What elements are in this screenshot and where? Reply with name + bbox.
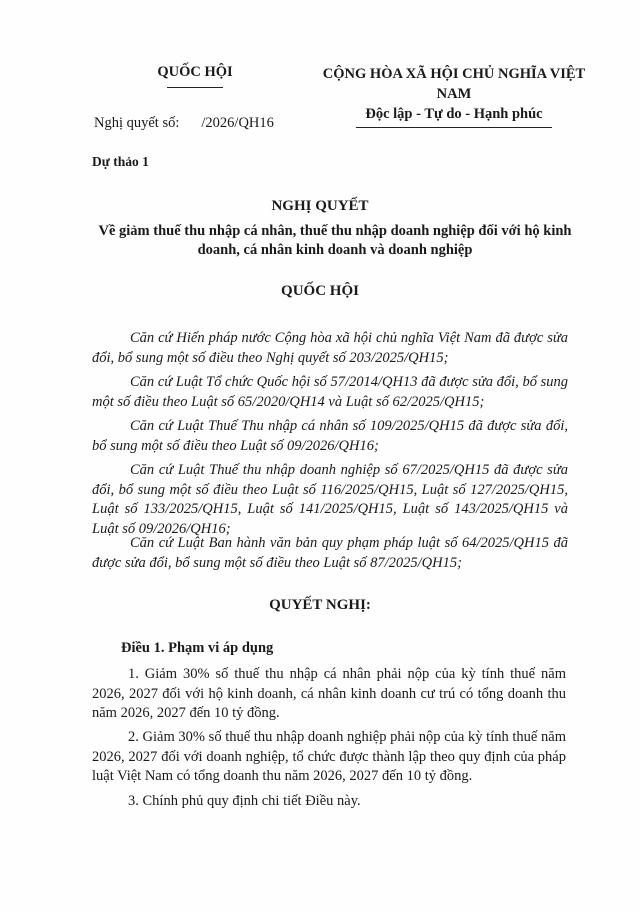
legal-basis-text: Căn cứ Luật Tổ chức Quốc hội số 57/2014/QH13 đã được sửa đổi, bổ sung một số điều theo Luật số 65/2020/QH14 và Luật số 62/2025/QH15;	[92, 374, 568, 410]
article-heading: Điều 1. Phạm vi áp dụng	[121, 640, 274, 656]
national-header	[304, 64, 604, 128]
decision-heading: QUYẾT NGHỊ:	[269, 597, 371, 613]
article-clause	[92, 792, 566, 812]
legal-basis	[92, 373, 568, 412]
issuer-name: QUỐC HỘI	[157, 64, 233, 80]
article-clause	[92, 665, 566, 724]
national-motto: Độc lập - Tự do - Hạnh phúc	[365, 106, 543, 122]
issuing-body: QUỐC HỘI	[281, 283, 359, 299]
clause-text: 2. Giảm 30% số thuế thu nhập doanh nghiệp phải nộp của kỳ tính thuế năm 2026, 2027 đối với doanh nghiệp, tổ chức được thành lập theo quy định của pháp luật Việt Nam có tổng doanh thu năm 2026, 2027 đến 10 tỷ đồng.	[92, 729, 566, 784]
resolution-number	[94, 115, 274, 132]
document-title: NGHỊ QUYẾT	[271, 198, 369, 214]
legal-basis-text: Căn cứ Luật Thuế thu nhập doanh nghiệp số 67/2025/QH15 đã được sửa đổi, bổ sung một số điều theo Luật số 116/2025/QH15, Luật số 127/2025/QH15, Luật số 133/2025/QH15, Luật số 141/2025/QH15, Luật số 143/2025/QH15 và Luật số 09/2026/QH16;	[92, 462, 568, 537]
resolution-number-label: Nghị quyết số:	[94, 115, 180, 131]
motto-underline	[356, 127, 552, 128]
legal-basis	[92, 461, 568, 539]
legal-basis-text: Căn cứ Luật Ban hành văn bản quy phạm pháp luật số 64/2025/QH15 đã được sửa đổi, bổ sung một số điều theo Luật số 87/2025/QH15;	[92, 535, 568, 571]
clause-text: 1. Giảm 30% số thuế thu nhập cá nhân phải nộp của kỳ tính thuế năm 2026, 2027 đối với hộ kinh doanh, cá nhân kinh doanh cư trú có tổng doanh thu năm 2026, 2027 đến 10 tỷ đồng.	[92, 666, 566, 721]
country-name: CỘNG HÒA XÃ HỘI CHỦ NGHĨA VIỆT NAM	[322, 66, 586, 102]
legal-basis-text: Căn cứ Hiến pháp nước Cộng hòa xã hội chủ nghĩa Việt Nam đã được sửa đổi, bổ sung một số điều theo Nghị quyết số 203/2025/QH15;	[92, 330, 568, 366]
draft-label: Dự thảo 1	[92, 154, 149, 169]
legal-basis-text: Căn cứ Luật Thuế Thu nhập cá nhân số 109/2025/QH15 đã được sửa đổi, bổ sung một số điều theo Luật số 09/2026/QH16;	[92, 418, 568, 454]
article-clause	[92, 728, 566, 787]
legal-basis	[92, 534, 568, 573]
legal-basis	[92, 417, 568, 456]
issuer-underline	[167, 87, 223, 88]
clause-text: 3. Chính phủ quy định chi tiết Điều này.	[128, 793, 361, 809]
legal-basis	[92, 329, 568, 368]
document-subtitle: Về giảm thuế thu nhập cá nhân, thuế thu nhập doanh nghiệp đối với hộ kinh doanh, cá nhân kinh doanh và doanh nghiệp	[98, 223, 572, 258]
issuer-header	[150, 64, 240, 88]
resolution-number-value: /2026/QH16	[201, 115, 274, 131]
